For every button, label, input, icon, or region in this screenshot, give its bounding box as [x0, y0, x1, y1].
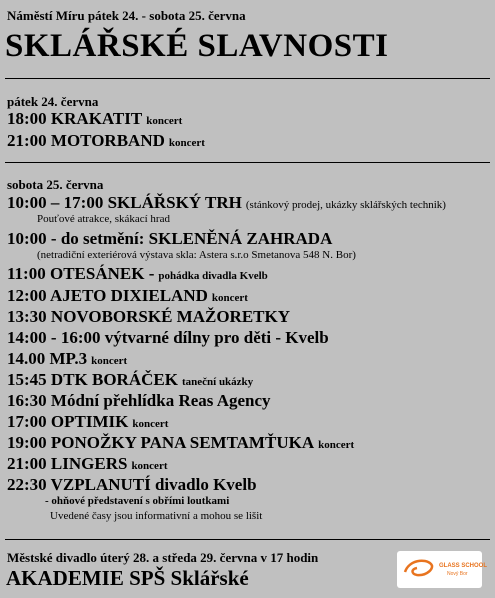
program-item — [7, 264, 268, 284]
item-note: pohádka divadla Kvelb — [158, 270, 268, 282]
item-note: koncert — [146, 115, 183, 127]
item-title: 14.00 MP.3 — [7, 349, 88, 368]
program-item — [7, 229, 332, 249]
item-subnote: Pouťové atrakce, skákací hrad — [37, 213, 170, 225]
item-title: 10:00 – 17:00 SKLÁŘSKÝ TRH — [7, 193, 242, 212]
item-title: 10:00 - do setmění: SKLENĚNÁ ZAHRADA — [7, 229, 333, 248]
divider — [5, 539, 490, 540]
program-item — [7, 349, 127, 369]
item-note: koncert — [132, 418, 169, 430]
item-title: 21:00 MOTORBAND — [7, 131, 165, 150]
disclaimer: Uvedené časy jsou informativní a mohou se lišit — [50, 510, 263, 522]
program-item — [7, 328, 329, 348]
program-item — [7, 370, 253, 390]
program-item — [7, 307, 290, 327]
item-title: 16:30 Módní přehlídka Reas Agency — [7, 391, 271, 410]
divider — [5, 78, 490, 79]
swirl-icon — [401, 556, 437, 582]
logo-text: GLASS SCHOOL — [439, 563, 488, 569]
program-item — [7, 475, 257, 495]
program-item — [7, 412, 168, 432]
program-item — [7, 454, 167, 474]
item-title: 18:00 KRAKATIT — [7, 109, 143, 128]
item-title: 14:00 - 16:00 výtvarné dílny pro děti - Kvelb — [7, 328, 329, 347]
item-note: koncert — [131, 460, 168, 472]
divider — [5, 162, 490, 163]
item-note: koncert — [91, 355, 128, 367]
footer-title: AKADEMIE SPŠ Sklářské — [6, 566, 249, 590]
item-title: 19:00 PONOŽKY PANA SEMTAMŤUKA — [7, 433, 315, 452]
footer-location: Městské divadlo úterý 28. a středa 29. června v 17 hodin — [7, 550, 319, 565]
glass-school-logo — [397, 551, 488, 588]
item-title: 13:30 NOVOBORSKÉ MAŽORETKY — [7, 307, 291, 326]
program-item — [7, 109, 182, 129]
item-subnote: - ohňové představení s obřími loutkami — [45, 495, 230, 507]
saturday-label: sobota 25. června — [7, 177, 104, 192]
item-note: (stánkový prodej, ukázky sklářských technik) — [245, 199, 446, 211]
program-item — [7, 433, 354, 453]
program-item — [7, 193, 446, 213]
program-item — [7, 391, 271, 411]
item-note: koncert — [168, 137, 205, 149]
item-note: koncert — [318, 439, 355, 451]
item-title: 12:00 AJETO DIXIELAND — [7, 286, 208, 305]
item-title: 21:00 LINGERS — [7, 454, 128, 473]
page-title: SKLÁŘSKÉ SLAVNOSTI — [5, 28, 389, 64]
item-title: 22:30 VZPLANUTÍ divadlo Kvelb — [7, 475, 257, 494]
item-title: 17:00 OPTIMIK — [7, 412, 129, 431]
location-dates: Náměstí Míru pátek 24. - sobota 25. června — [7, 8, 246, 23]
item-title: 11:00 OTESÁNEK - — [7, 264, 155, 283]
logo-subtext: Nový Bor — [447, 571, 468, 577]
program-item — [7, 131, 205, 151]
item-note: koncert — [211, 292, 248, 304]
program-item — [7, 286, 248, 306]
friday-label: pátek 24. června — [7, 94, 99, 109]
item-note: taneční ukázky — [181, 376, 254, 388]
item-title: 15:45 DTK BORÁČEK — [7, 370, 178, 389]
item-subnote: (netradiční exteriérová výstava skla: Astera s.r.o Smetanova 548 N. Bor) — [37, 249, 356, 261]
